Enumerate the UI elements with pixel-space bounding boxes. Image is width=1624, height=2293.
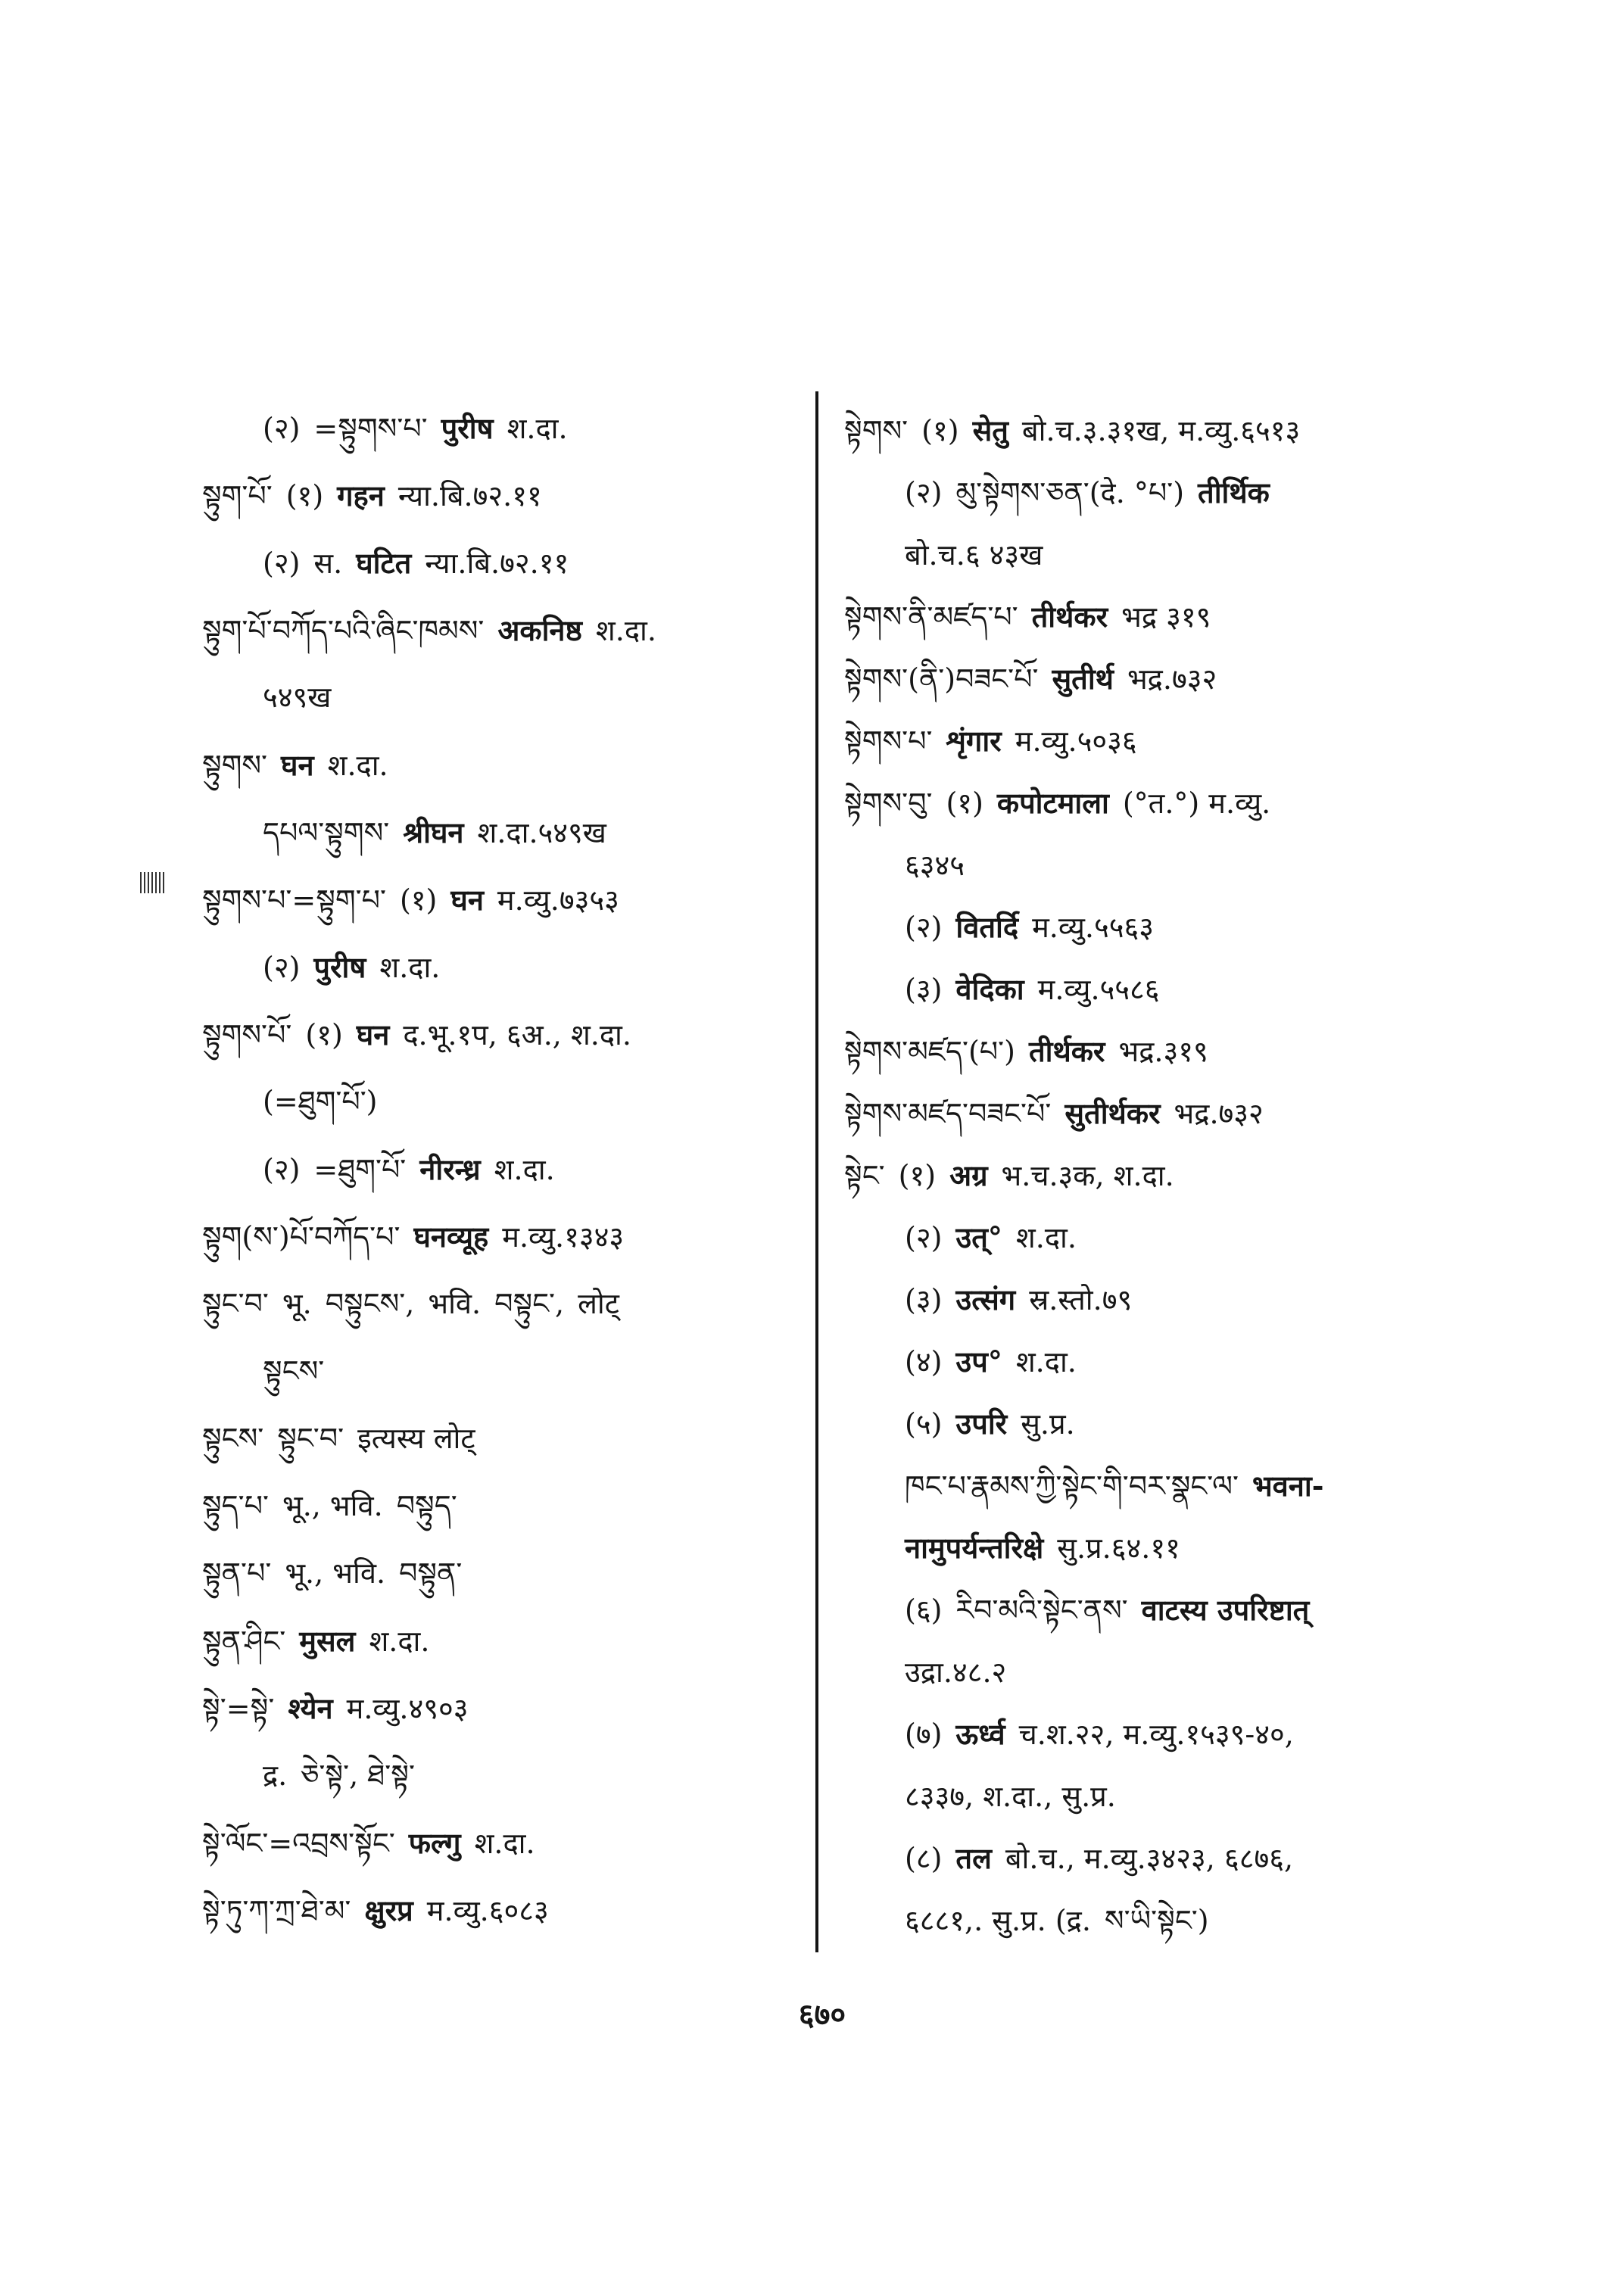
entry-line [844,648,1510,710]
entry-line [844,1145,1510,1207]
sanskrit-equivalent: सुतीर्थकर [1064,1096,1161,1130]
source-reference: उद्रा.४८.२ [905,1656,1007,1689]
sanskrit-equivalent: श्रीघन [403,815,464,849]
source-reference: म.व्यु.४९०३ [346,1692,469,1725]
tibetan-term: སྟེགས་པ་ [844,724,933,758]
tibetan-term: སྟེ་ལོང་=འབྲས་སྟོང་ [202,1827,395,1860]
sanskrit-equivalent: गहन [337,478,385,512]
source-reference: ६८८१,. सु.प्र. (द्र. [905,1904,1091,1937]
tibetan-term: ས་ཡི་སྟེང་) [1104,1904,1209,1937]
sanskrit-equivalent: वेदिका [955,972,1024,1006]
source-reference: श.दा. [379,951,441,984]
tibetan-term: སྟུང་བ་ [277,1422,344,1455]
tibetan-term: སྟུན་པ་ [202,1556,272,1590]
source-reference: द्र. [263,1759,288,1792]
entry-line [844,772,1510,834]
sanskrit-equivalent: वाटस्य उपरिष्टात् [1141,1593,1310,1627]
sense-number: (५) [905,1407,943,1441]
entry-line [202,1203,793,1270]
tibetan-term: བསྟུངས་, [325,1287,415,1320]
tibetan-term: སྟེགས་མཛད་(པ་) [844,1035,1015,1068]
tibetan-term: བསྟུད་ [396,1489,457,1522]
sanskrit-equivalent: फल्गु [408,1826,461,1860]
tibetan-term: སྟུག(ས་)པོ་བཀོད་པ་ [202,1220,401,1254]
sanskrit-equivalent: घन [356,1017,390,1051]
entry-line [844,1020,1510,1083]
source-reference: ६३४५ [905,849,965,882]
source-reference: बो.च.३.३१ख, म.व्यु.६५१३ [1021,414,1301,447]
tibetan-term: སྟུགས་ [202,749,268,782]
entry-line [202,1809,793,1877]
continuation-line [844,1765,1510,1827]
tibetan-term: སྟུག་པོ་ [202,479,273,512]
source-reference: भवि. [428,1287,482,1320]
sense-number: (३) [905,973,943,1006]
tibetan-term: སྟེང་ [844,1159,885,1192]
continuation-line [844,1517,1510,1579]
continuation-line [844,834,1510,896]
sense-line [202,1136,793,1203]
continuation-line [844,524,1510,586]
sanskrit-equivalent: घटित [356,546,412,580]
entry-line [202,1001,793,1068]
tibetan-term: སྟུགས་པ་=སྟུག་པ་ [202,883,386,917]
sense-line [844,1579,1510,1641]
sense-line [844,1207,1510,1269]
entry-line [202,462,793,529]
entry-line [844,1083,1510,1145]
continuation-line [202,1068,793,1136]
sanskrit-equivalent: तीर्थिक [1198,475,1270,509]
tibetan-term: ཅེ་སྟེ་, ཐེ་སྟེ་ [301,1759,415,1792]
tibetan-term: སྟུད་པ་ [202,1489,269,1522]
sanskrit-equivalent: श्येन [288,1691,333,1725]
source-reference: बो.च., म.व्यु.३४२३, ६८७६, [1005,1842,1294,1875]
tibetan-term: བསྟུན་ [399,1556,463,1590]
tibetan-term: སྟུངས་ [202,1422,264,1455]
sense-number: (१) [285,479,324,512]
sense-number: (१) [946,787,983,820]
source-reference: श.दा. [1015,1221,1077,1254]
source-reference: म.व्यु.१३४३ [502,1220,625,1254]
sanskrit-equivalent: नीरन्ध्र [419,1152,481,1186]
sense-number: (२) [263,547,301,580]
sense-line [844,1703,1510,1765]
source-reference: श.दा. [507,412,568,445]
source-reference: श.दा. [595,614,656,647]
source-reference: बो.च.६ ४३ख [905,538,1043,572]
source-reference: श.दा. [327,749,388,782]
tibetan-term: (=ཐུག་པོ་) [263,1085,378,1118]
right-column [844,400,1510,1952]
entry-line [202,1472,793,1540]
source-reference: ८३३७, श.दा., सु.प्र. [905,1780,1116,1813]
source-reference: (°त.°) म.व्यु. [1122,787,1271,820]
sense-number: (१) [305,1018,343,1051]
sense-line [202,529,793,597]
column-divider [815,391,818,1952]
source-reference: स्र.स्तो.७९ [1029,1283,1133,1316]
source-reference: स. [313,547,343,580]
sanskrit-equivalent: तल [955,1841,992,1875]
continuation-line [202,1742,793,1809]
margin-mark [140,872,166,893]
sense-line [844,1393,1510,1455]
sense-line [844,896,1510,958]
tibetan-term: སྟུངས་ [263,1354,325,1388]
continuation-line [844,1455,1510,1517]
page-number: ६७० [798,1997,846,2033]
sense-line [844,1331,1510,1393]
source-reference: भद्र.७३२ [1127,662,1217,696]
tibetan-term: སྟུང་བ་ [202,1287,269,1320]
sense-line [844,1269,1510,1331]
sanskrit-equivalent: अकनिष्ठ [497,613,582,647]
sense-number: (२) [263,951,301,984]
sense-number: (६) [905,1594,943,1627]
sanskrit-equivalent: पुरीष [441,411,494,445]
sense-number: (२) [905,1221,943,1254]
source-reference: च.श.२२, म.व्यु.१५३९-४०, [1018,1718,1294,1751]
sub-entry-line [202,799,793,866]
sense-line [844,462,1510,524]
sanskrit-equivalent: क्षुरप्र [364,1893,413,1927]
sanskrit-equivalent: पुरीष [313,950,366,984]
continuation-line [844,1890,1510,1952]
tibetan-term: =ཐུག་པོ་ [313,1153,407,1186]
source-reference: म.व्यु.५५८६ [1037,973,1160,1006]
sense-line [844,1827,1510,1890]
source-reference: भद्र.३१९ [1118,1035,1208,1068]
tibetan-term: སྟུགས་པོ་ [202,1018,292,1051]
sense-number: (४) [905,1345,943,1379]
sanskrit-equivalent: कपोटमाला [996,786,1109,820]
sense-line [202,933,793,1001]
tibetan-term: =སྟུགས་པ་ [313,412,428,445]
sanskrit-equivalent: तीर्थकर [1028,1034,1105,1068]
sanskrit-equivalent: तीर्थकर [1031,600,1108,634]
sense-number: (२) [263,412,301,445]
sanskrit-equivalent: उत्संग [955,1282,1016,1316]
sense-number: (८) [905,1842,943,1875]
sanskrit-equivalent: घनव्यूह [413,1220,489,1254]
entry-line [202,866,793,933]
sense-number: (२) [905,911,943,944]
tibetan-term: སྟེགས་མཛད་བཟང་པོ་ [844,1097,1052,1130]
tibetan-term: དཔལ་སྟུགས་ [263,816,390,849]
sanskrit-equivalent: ऊर्ध्व [955,1717,1005,1751]
sanskrit-equivalent: अग्र [949,1158,988,1192]
source-reference: भद्र ३१९ [1121,600,1211,634]
entry-line [202,1405,793,1472]
source-reference: श.दा. [474,1827,535,1860]
source-reference: श.दा.५४९ख [477,816,606,849]
sanskrit-equivalent: उत्° [955,1220,1002,1254]
source-reference: ५४९ख [263,681,332,714]
entry-line [202,1877,793,1944]
sense-line [844,958,1510,1020]
source-reference: म.व्यु.६०८३ [426,1894,549,1927]
tibetan-term: སྟེ་=སྟེ་ [202,1692,275,1725]
entry-line [202,597,793,664]
entry-line [202,1540,793,1607]
tibetan-term: སྟུག་པོ་བཀོད་པའི་ཞིང་ཁམས་ [202,614,485,647]
entry-line [844,400,1510,462]
tibetan-term: སྟེ་ཏུ་ཀ་ཀྲ་ཐེ་མ་ [202,1894,351,1927]
source-reference: म.व्यु.५५६३ [1032,911,1155,944]
source-reference: न्या.बि.७२.११ [397,479,542,512]
source-reference: लोट् [578,1287,619,1320]
source-reference: भ.च.३क, श.दा. [1001,1159,1174,1192]
sanskrit-equivalent: उप° [955,1344,1002,1379]
tibetan-term: སྟུན་ཤིང་ [202,1625,286,1658]
continuation-line [202,664,793,731]
sense-number: (२) [263,1153,301,1186]
sense-number: (७) [905,1718,943,1751]
left-column [202,394,793,1944]
source-reference: न्या.बि.७२.११ [425,547,569,580]
source-reference: श.दा. [1015,1345,1077,1379]
source-reference: सु.प्र.६४.११ [1057,1531,1180,1565]
tibetan-term: སྟེགས་(ནི་)བཟང་པོ་ [844,662,1039,696]
source-reference: इत्यस्य लोट् [357,1422,475,1455]
source-reference: सु.प्र. [1021,1407,1075,1441]
entry-line [202,1270,793,1338]
sanskrit-equivalent: उपरि [955,1407,1008,1441]
sanskrit-equivalent: नामुपर्यन्तरिक्षे [905,1531,1044,1565]
sense-number: (१) [921,414,959,447]
entry-line [844,586,1510,648]
continuation-line [844,1641,1510,1703]
sanskrit-equivalent: भवना- [1252,1469,1324,1503]
sanskrit-equivalent: घन [450,883,484,917]
sanskrit-equivalent: सेतु [972,413,1008,447]
tibetan-term: རིབ་མའི་སྟེང་ནས་ [955,1594,1128,1627]
source-reference: भू. [282,1287,312,1320]
tibetan-term: སྟེགས་ [844,414,909,447]
tibetan-term: བསྟུང་, [494,1287,565,1320]
tibetan-term: སྟེགས་ནི་མཛད་པ་ [844,600,1018,634]
tibetan-term: སྟེགས་བུ་ [844,787,933,820]
continuation-line [202,1338,793,1405]
entry-line [202,1607,793,1675]
source-reference: म.व्यु.५०३६ [1015,724,1137,758]
entry-line [844,710,1510,772]
source-reference: भद्र.७३२ [1174,1097,1264,1130]
entry-line [202,731,793,799]
sanskrit-equivalent: सुतीर्थ [1052,662,1114,696]
source-reference: भू., भवि. [285,1556,386,1590]
source-reference: म.व्यु.७३५३ [497,883,619,917]
sense-line [202,394,793,462]
tibetan-term: མུ་སྟེགས་ཅན་(दे. °པ་) [955,476,1185,509]
source-reference: भू., भवि. [282,1489,383,1522]
source-reference: श.दा. [494,1153,555,1186]
sanskrit-equivalent: शृंगार [946,724,1002,758]
sanskrit-equivalent: वितर्दि [955,910,1019,944]
sanskrit-equivalent: घन [281,748,314,782]
sense-number: (१) [898,1159,937,1192]
source-reference: द.भू.१प, ६अ., श.दा. [403,1018,631,1051]
tibetan-term: ཁང་པ་རྣམས་ཀྱི་སྟེང་གི་བར་སྣང་ལ་ [905,1469,1239,1503]
sanskrit-equivalent: मुसल [299,1624,356,1658]
sense-number: (३) [905,1283,943,1316]
source-reference: श.दा. [369,1625,430,1658]
sense-number: (१) [399,883,438,917]
sense-number: (२) [905,476,943,509]
entry-line [202,1675,793,1742]
